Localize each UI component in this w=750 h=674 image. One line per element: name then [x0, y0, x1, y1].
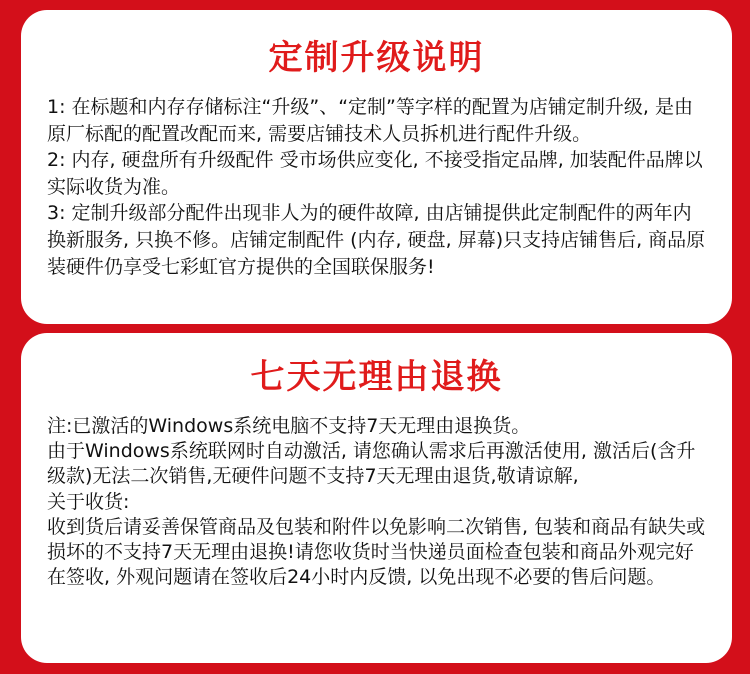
return-policy-activation: 由于Windows系统联网时自动激活, 请您确认需求后再激活使用, 激活后(含升级款)无法二次销售,无硬件问题不支持7天无理由退货,敬请谅解, [47, 440, 696, 488]
return-policy-title: 七天无理由退换 [250, 357, 503, 397]
upgrade-notice-item-2: 2: 内存, 硬盘所有升级配件 受市场供应变化, 不接受指定品牌, 加装配件品牌以实际收货为准。 [47, 149, 703, 198]
return-policy-body [21, 414, 732, 590]
upgrade-notice-item-1: 1: 在标题和内存存储标注“升级”、“定制”等字样的配置为店铺定制升级, 是由原厂标配的配置改配而来, 需要店铺技术人员拆机进行配件升级。 [47, 96, 693, 145]
upgrade-notice-body [21, 94, 732, 280]
receipt-instructions: 收到货后请妥善保管商品及包装和附件以免影响二次销售, 包装和商品有缺失或损坏的不支持7天无理由退换!请您收货时当快递员面检查包装和商品外观完好在签收, 外观问题请在签收后24小时内反馈, 以免出现不必要的售后问题。 [47, 515, 706, 589]
receipt-heading: 关于收货: [47, 490, 130, 513]
upgrade-notice-item-3: 3: 定制升级部分配件出现非人为的硬件故障, 由店铺提供此定制配件的两年内换新服务, 只换不修。店铺定制配件 (内存, 硬盘, 屏幕)只支持店铺售后, 商品原装硬件仍享受七彩虹官方提供的全国联保服务! [47, 202, 706, 278]
return-policy-card [21, 333, 732, 663]
return-policy-note: 注:已激活的Windows系统电脑不支持7天无理由退换货。 [47, 415, 531, 437]
upgrade-notice-title: 定制升级说明 [268, 38, 485, 78]
upgrade-notice-card [21, 10, 732, 324]
